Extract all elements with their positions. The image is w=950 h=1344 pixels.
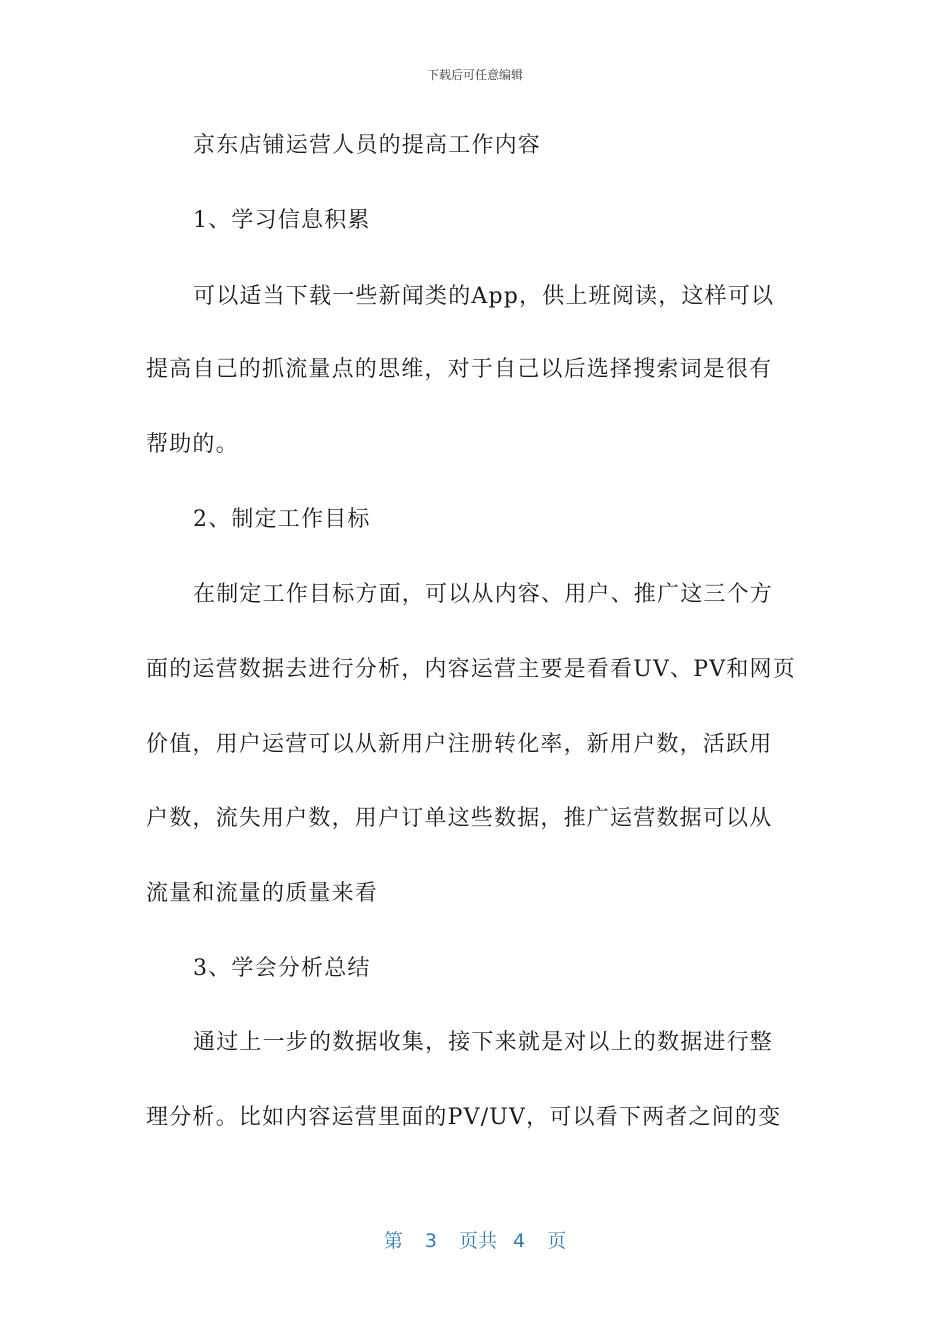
section-heading-2: 2、制定工作目标: [193, 507, 371, 532]
paragraph-line: 价值，用户运营可以从新用户注册转化率，新用户数，活跃用: [146, 732, 773, 757]
paragraph-line: 户数，流失用户数，用户订单这些数据，推广运营数据可以从: [146, 806, 773, 831]
section-heading-3: 3、学会分析总结: [193, 956, 371, 981]
footer-suffix: 页: [547, 1230, 567, 1252]
paragraph-line: 面的运营数据去进行分析，内容运营主要是看看UV、PV和网页: [146, 657, 796, 682]
paragraph-line: 流量和流量的质量来看: [146, 881, 379, 906]
document-title: 京东店铺运营人员的提高工作内容: [193, 133, 542, 158]
footer-page-number: 3: [424, 1230, 437, 1252]
page-footer: [0, 1226, 950, 1253]
paragraph-line: 帮助的。: [146, 432, 239, 457]
paragraph-line: 在制定工作目标方面，可以从内容、用户、推广这三个方: [193, 582, 774, 607]
paragraph-line: 可以适当下载一些新闻类的App，供上班阅读，这样可以: [193, 284, 775, 309]
paragraph-line: 提高自己的抓流量点的思维，对于自己以后选择搜索词是很有: [146, 357, 773, 382]
footer-total-pages: 4: [513, 1230, 526, 1252]
footer-prefix: 第: [383, 1230, 403, 1252]
paragraph-line: 通过上一步的数据收集，接下来就是对以上的数据进行整: [193, 1030, 774, 1055]
paragraph-line: 理分析。比如内容运营里面的PV/UV，可以看下两者之间的变: [146, 1105, 782, 1130]
section-heading-1: 1、学习信息积累: [193, 208, 371, 233]
footer-middle: 页共: [458, 1230, 497, 1252]
page-header-note: 下载后可任意编辑: [426, 68, 523, 82]
